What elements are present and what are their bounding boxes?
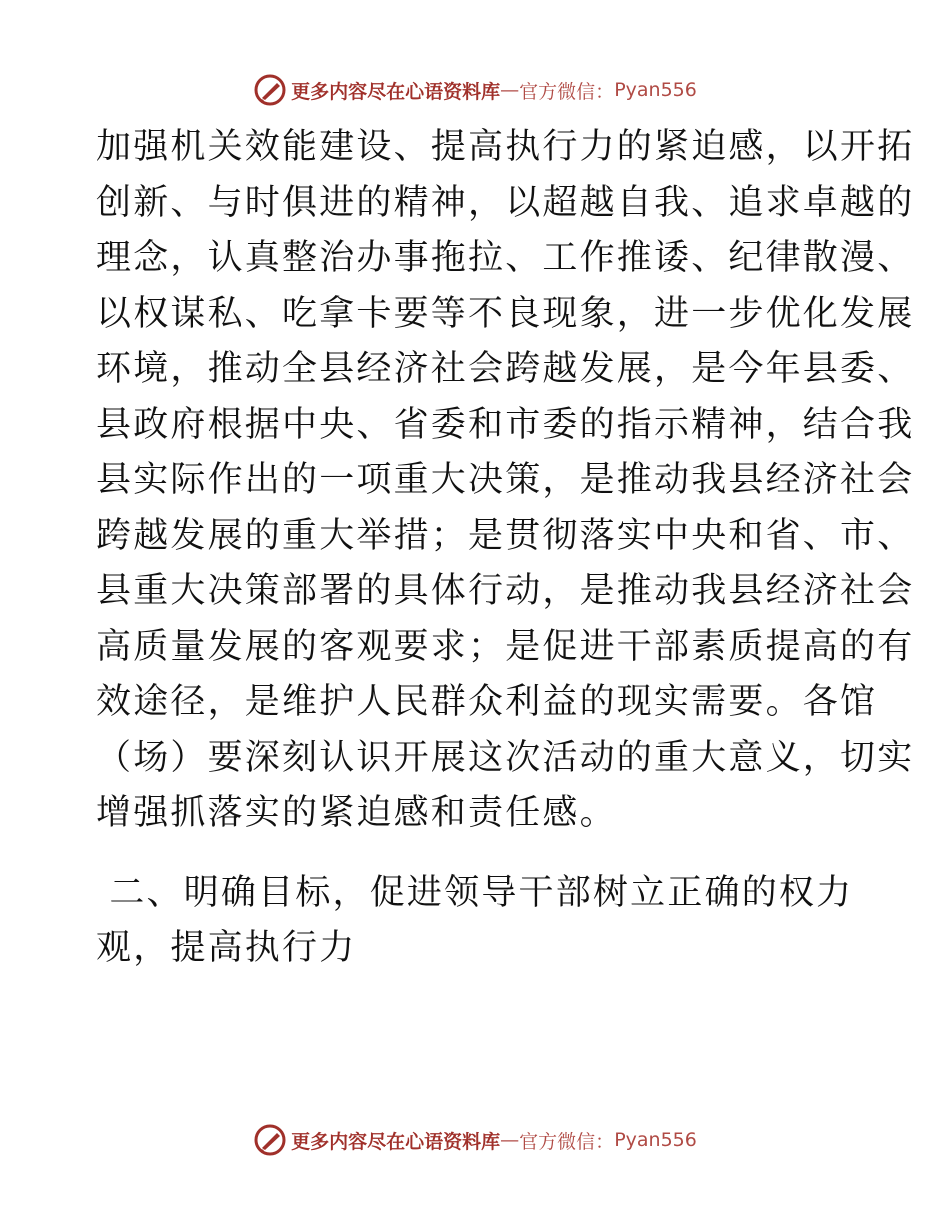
body-line: 县重大决策部署的具体行动，是推动我县经济社会 [96, 571, 915, 611]
watermark-brand: 更多内容尽在心语资料库 [291, 80, 501, 103]
watermark-separator: — [500, 1129, 520, 1151]
watermark-official-label: 官方微信： [519, 80, 615, 103]
watermark-wechat-id: Pyan556 [614, 79, 697, 101]
body-line: 理念，认真整治办事拖拉、工作推诿、纪律散漫、 [96, 238, 915, 278]
body-line: 高质量发展的客观要求；是促进干部素质提高的有 [96, 626, 915, 667]
watermark-separator: — [500, 79, 520, 101]
body-line: 县实际作出的一项重大决策，是推动我县经济社会 [96, 460, 915, 500]
section-heading [96, 866, 856, 977]
heading-line: 观，提高执行力 [96, 928, 357, 968]
body-line: 以权谋私、吃拿卡要等不良现象，进一步优化发展 [96, 293, 915, 334]
watermark-wechat-id: Pyan556 [614, 1129, 697, 1151]
body-line: （场）要深刻认识开展这次活动的重大意义，切实 [96, 737, 915, 778]
body-line: 加强机关效能建设、提高执行力的紧迫感，以开拓 [96, 127, 915, 167]
quill-seal-icon [253, 73, 287, 107]
body-paragraph [96, 120, 915, 842]
watermark-official-label: 官方微信： [519, 1130, 615, 1153]
document-body [96, 120, 915, 977]
footer-watermark [0, 1122, 950, 1158]
body-line: 创新、与时俱进的精神，以超越自我、追求卓越的 [96, 182, 915, 223]
body-line: 跨越发展的重大举措；是贯彻落实中央和省、市、 [96, 515, 915, 556]
header-watermark [0, 72, 950, 108]
body-line: 县政府根据中央、省委和市委的指示精神，结合我 [96, 404, 915, 445]
body-line: 效途径，是维护人民群众利益的现实需要。各馆 [96, 682, 878, 722]
heading-line: 二、明确目标，促进领导干部树立正确的权力 [96, 872, 854, 913]
watermark-brand: 更多内容尽在心语资料库 [291, 1130, 501, 1153]
quill-seal-icon [253, 1123, 287, 1157]
body-line: 环境，推动全县经济社会跨越发展，是今年县委、 [96, 349, 915, 389]
body-line: 增强抓落实的紧迫感和责任感。 [96, 793, 617, 833]
